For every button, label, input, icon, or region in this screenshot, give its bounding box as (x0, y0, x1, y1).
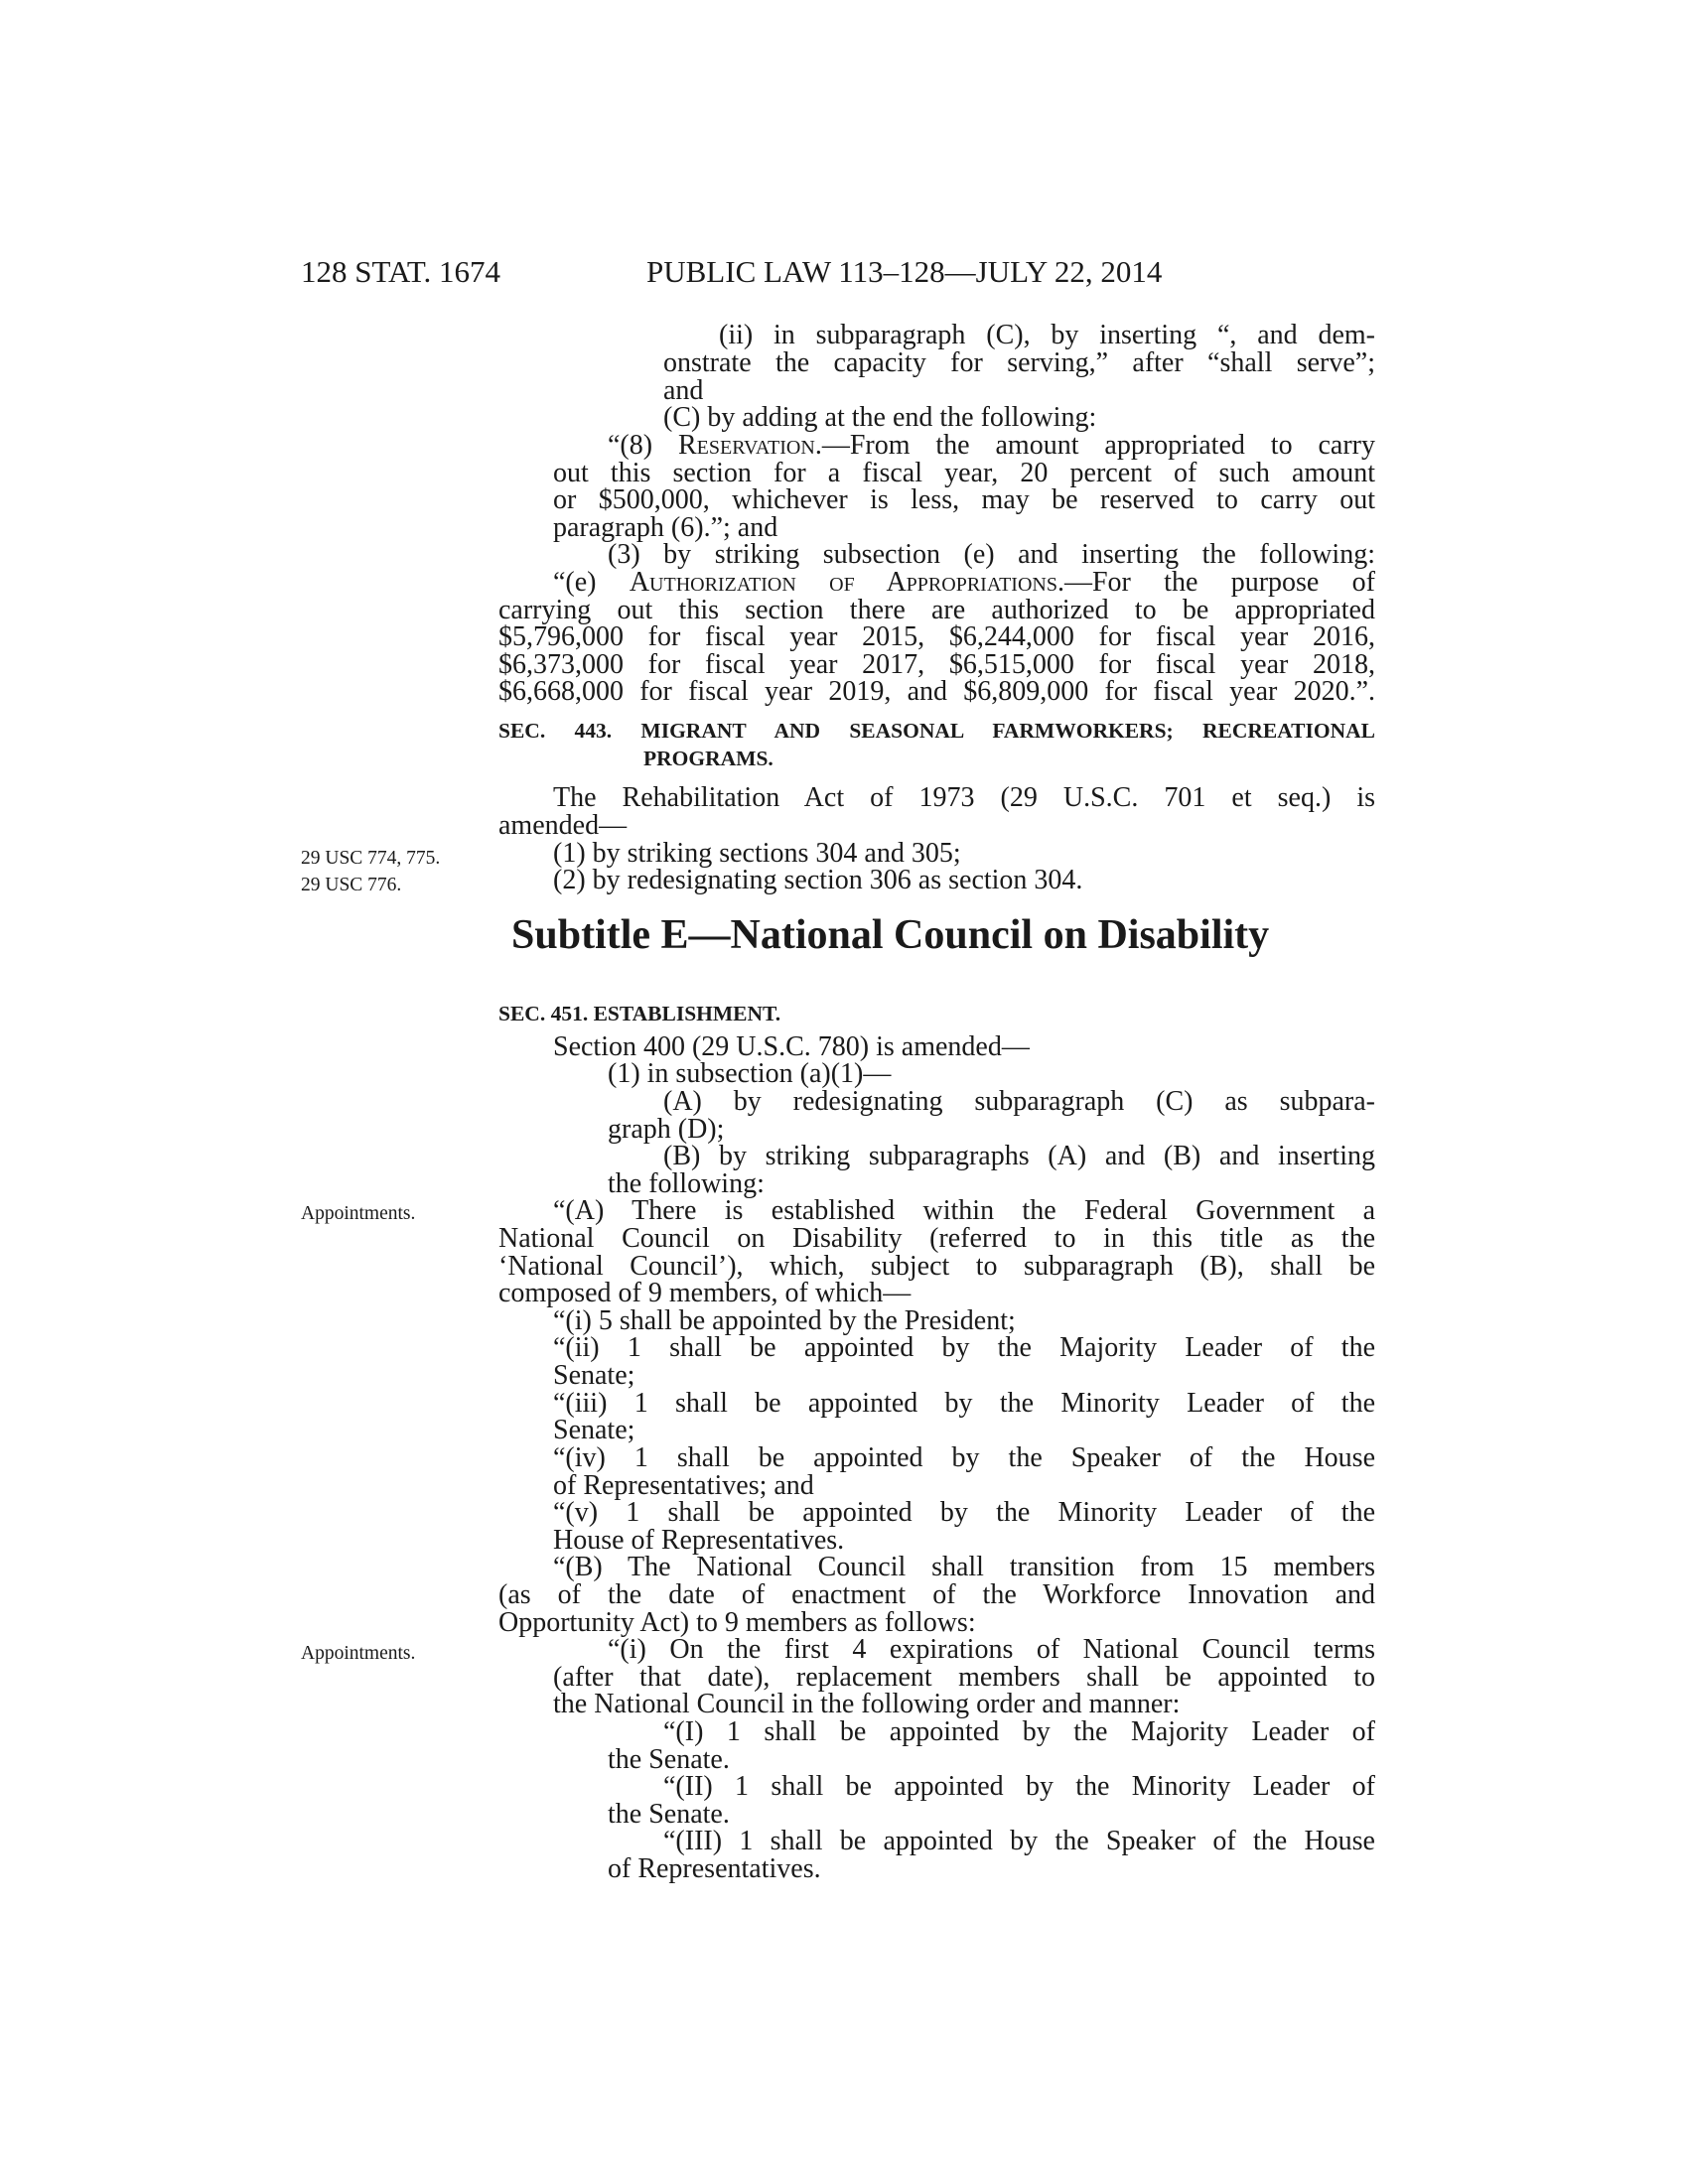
text-line: “(8) Reservation.—From the amount appropriated to carry (608, 430, 1375, 461)
text-line: “(II) 1 shall be appointed by the Minority Leader of (663, 1771, 1375, 1802)
subtitle-heading: Subtitle E—National Council on Disability (511, 912, 1270, 958)
text-line: $6,668,000 for fiscal year 2019, and $6,809,000 for fiscal year 2020.”. (498, 676, 1375, 707)
text-line: ‘National Council’), which, subject to subparagraph (B), shall be (498, 1251, 1375, 1282)
page-stat-citation: 128 STAT. 1674 (301, 254, 501, 289)
text-line: “(A) There is established within the Federal Government a (553, 1195, 1375, 1226)
text-line: “(i) On the first 4 expirations of National Council terms (608, 1634, 1375, 1665)
section-heading-443-cont: PROGRAMS. (643, 747, 774, 770)
text-line: of Representatives; and (553, 1470, 814, 1501)
text-line: (2) by redesignating section 306 as section 304. (553, 865, 1083, 895)
text-line: “(iii) 1 shall be appointed by the Minority Leader of the (553, 1388, 1375, 1419)
text-line: graph (D); (608, 1114, 725, 1145)
text-line: “(i) 5 shall be appointed by the President; (553, 1305, 1016, 1336)
text-line: “(v) 1 shall be appointed by the Minority Leader of the (553, 1497, 1375, 1528)
text-line: $5,796,000 for fiscal year 2015, $6,244,000 for fiscal year 2016, (498, 621, 1375, 652)
text-line: (ii) in subparagraph (C), by inserting “, and dem- (719, 320, 1375, 350)
text-line: Opportunity Act) to 9 members as follows: (498, 1607, 976, 1638)
text-line: the Senate. (608, 1799, 730, 1830)
text-line: House of Representatives. (553, 1525, 845, 1556)
text-line: “(e) Authorization of Appropriations.—For the purpose of (553, 567, 1375, 598)
margin-note-usc-776: 29 USC 776. (301, 875, 402, 895)
text-line: Section 400 (29 U.S.C. 780) is amended— (553, 1031, 1030, 1062)
text-line: carrying out this section there are authorized to be appropriated (498, 595, 1375, 625)
text-line: The Rehabilitation Act of 1973 (29 U.S.C. 701 et seq.) is (553, 782, 1375, 813)
text-line: Senate; (553, 1415, 635, 1445)
text-line: $6,373,000 for fiscal year 2017, $6,515,000 for fiscal year 2018, (498, 649, 1375, 680)
text-line: and (663, 375, 704, 406)
text-line: the National Council in the following order and manner: (553, 1689, 1181, 1719)
text-line: (after that date), replacement members shall be appointed to (553, 1662, 1375, 1693)
margin-note-usc-774: 29 USC 774, 775. (301, 848, 441, 869)
margin-note-appointments: Appointments. (301, 1643, 416, 1664)
text-line: amended— (498, 810, 628, 841)
text-line: the following: (608, 1168, 765, 1199)
text-line: out this section for a fiscal year, 20 percent of such amount (553, 458, 1375, 488)
section-heading-451: SEC. 451. ESTABLISHMENT. (498, 1002, 781, 1025)
text-line: paragraph (6).”; and (553, 512, 778, 543)
text-line: of Representatives. (608, 1853, 821, 1884)
text-line: (3) by striking subsection (e) and inserting the following: (608, 539, 1375, 570)
text-line: (as of the date of enactment of the Workforce Innovation and (498, 1579, 1375, 1610)
text-line: (1) by striking sections 304 and 305; (553, 838, 961, 869)
text-line: (B) by striking subparagraphs (A) and (B) and inserting (663, 1141, 1375, 1171)
text-line: (1) in subsection (a)(1)— (608, 1058, 892, 1089)
text-line: composed of 9 members, of which— (498, 1278, 912, 1308)
text-line: the Senate. (608, 1744, 730, 1775)
text-line: (A) by redesignating subparagraph (C) as subpara- (663, 1086, 1375, 1117)
section-heading-443: SEC. 443. MIGRANT AND SEASONAL FARMWORKERS; RECREATIONAL (498, 719, 1375, 743)
text-line: (C) by adding at the end the following: (663, 402, 1097, 433)
text-line: “(ii) 1 shall be appointed by the Majority Leader of the (553, 1332, 1375, 1363)
text-line: “(iv) 1 shall be appointed by the Speaker of the House (553, 1442, 1375, 1473)
text-line: “(B) The National Council shall transition from 15 members (553, 1552, 1375, 1582)
text-line: onstrate the capacity for serving,” after “shall serve”; (663, 347, 1375, 378)
text-line: “(I) 1 shall be appointed by the Majority Leader of (663, 1716, 1375, 1747)
text-line: National Council on Disability (referred to in this title as the (498, 1223, 1375, 1254)
text-line: “(III) 1 shall be appointed by the Speaker of the House (663, 1826, 1375, 1856)
page-running-head: PUBLIC LAW 113–128—JULY 22, 2014 (646, 254, 1163, 289)
margin-note-appointments: Appointments. (301, 1203, 416, 1224)
text-line: Senate; (553, 1360, 635, 1391)
text-line: or $500,000, whichever is less, may be reserved to carry out (553, 484, 1375, 515)
